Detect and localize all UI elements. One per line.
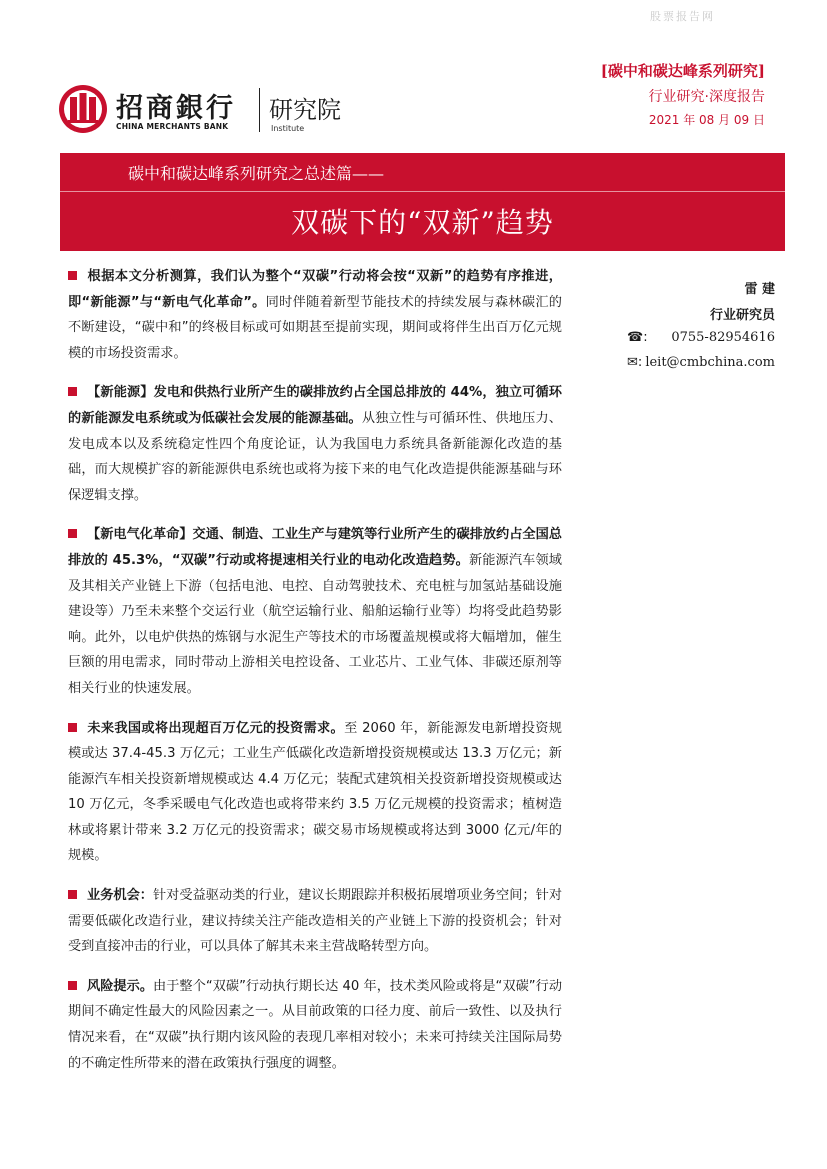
summary-paragraph (68, 380, 562, 508)
report-title: 双碳下的“双新”趋势 (291, 206, 554, 239)
bullet-square-icon (68, 387, 77, 396)
paragraph-body: 由于整个“双碳”行动执行期长达 40 年，技术类风险或将是“双碳”行动期间不确定性最大的风险因素之一。从目前政策的口径力度、前后一致性、以及执行情况来看，在“双碳”执行期内该风险的表现几率相对较小；未来可持续关注国际局势的不确定性所带来的潜在政策执行强度的调整。 (68, 978, 563, 1071)
institute-chinese-name: 研究院 (269, 96, 341, 124)
cmb-logo-icon (58, 84, 108, 134)
author-info (575, 278, 775, 380)
watermark: 股票报告网 (650, 10, 715, 23)
cmb-logo (58, 82, 378, 136)
author-email (575, 355, 775, 370)
paragraph-lead: 业务机会： (87, 888, 153, 904)
paragraph-lead: 根据本文分析测算，我们认为整个“双碳”行动将会按“双新”的趋势有序推进，即“新能源”与“新电气化革命”。 (68, 269, 562, 310)
paragraph-lead: 【新能源】发电和供热行业所产生的碳排放约占全国总排放的 44%，独立可循环的新能源发电系统或为低碳社会发展的能源基础。 (68, 385, 562, 426)
paragraph-body: 新能源汽车领域及其相关产业链上下游（包括电池、电控、自动驾驶技术、充电桩与加氢站基础设施建设等）乃至未来整个交运行业（航空运输行业、船舶运输行业等）均将受此趋势影响。此外，以电炉供热的炼钢与水泥生产等技术的市场覆盖规模或将大幅增加，催生巨额的用电需求，同时带动上游相关电控设备、工业芯片、工业气体、非碳还原剂等相关行业的快速发展。 (68, 552, 562, 696)
title-banner (60, 153, 785, 251)
summary-paragraph (68, 264, 562, 366)
paragraph-lead: 未来我国或将出现超百万亿元的投资需求。 (87, 720, 345, 736)
email-address[interactable]: leit@cmbchina.com (645, 355, 775, 370)
paragraph-body: 针对受益驱动类的行业，建议长期跟踪并积极拓展增项业务空间；针对需要低碳化改造行业，建议持续关注产能改造相关的产业链上下游的投资机会；针对受到直接冲击的行业，可以具体了解其未来主营战略转型方向。 (68, 888, 563, 955)
report-date: 2021 年 08 月 09 日 (648, 113, 765, 127)
institute-english-name: Institute (271, 124, 305, 133)
logo-english-name: CHINA MERCHANTS BANK (116, 122, 229, 131)
mail-icon: ✉: (627, 355, 643, 370)
series-tag: [碳中和碳达峰系列研究] (600, 62, 765, 80)
bullet-square-icon (68, 981, 77, 990)
summary-paragraph (68, 522, 562, 701)
paragraph-lead: 风险提示。 (87, 978, 154, 994)
bullet-square-icon (68, 723, 77, 732)
bullet-square-icon (68, 271, 77, 280)
summary-paragraph (68, 716, 562, 870)
paragraph-body: 从独立性与可循环性、供地压力、发电成本以及系统稳定性四个角度论证，认为我国电力系统具备新能源化改造的基础，而大规模扩容的新能源供电系统也或将为接下来的电气化改造提供能源基础与环保逻辑支撑。 (68, 410, 562, 503)
logo-chinese-name: 招商銀行 (116, 93, 236, 124)
paragraph-lead: 【新电气化革命】交通、制造、工业生产与建筑等行业所产生的碳排放约占全国总排放的 45.3%，“双碳”行动或将提速相关行业的电动化改造趋势。 (68, 527, 562, 568)
bullet-square-icon (68, 890, 77, 899)
summary-paragraph (68, 883, 562, 960)
banner-divider (60, 191, 785, 192)
bullet-square-icon (68, 529, 77, 538)
banner-subtitle: 碳中和碳达峰系列研究之总述篇—— (128, 164, 385, 183)
paragraph-body: 至 2060 年，新能源发电新增投资规模或达 37.4-45.3 万亿元；工业生产低碳化改造新增投资规模或达 13.3 万亿元；新能源汽车相关投资新增规模或达 4.4 万亿元；装配式建筑相关投资新增投资规模或达 10 万亿元，冬季采暖电气化改造也或将带来约 3.5 万亿元规模的投资需求；植树造林或将累计带来 3.2 万亿元的投资需求；碳交易市场规模或将达到 3000 亿元/年的规模。 (68, 720, 562, 864)
summary-section (68, 264, 562, 1090)
author-phone (575, 330, 775, 345)
paragraph-body: 同时伴随着新型节能技术的持续发展与森林碳汇的不断建设，“碳中和”的终极目标或可如期甚至提前实现，期间或将伴生出百万亿元规模的市场投资需求。 (68, 294, 562, 361)
logo-divider (259, 88, 260, 132)
author-role: 行业研究员 (709, 308, 775, 323)
author-name: 雷 建 (744, 282, 775, 297)
report-type: 行业研究·深度报告 (648, 89, 765, 105)
phone-number: 0755-82954616 (671, 330, 775, 345)
phone-icon: ☎: (627, 330, 648, 345)
summary-paragraph (68, 974, 562, 1076)
